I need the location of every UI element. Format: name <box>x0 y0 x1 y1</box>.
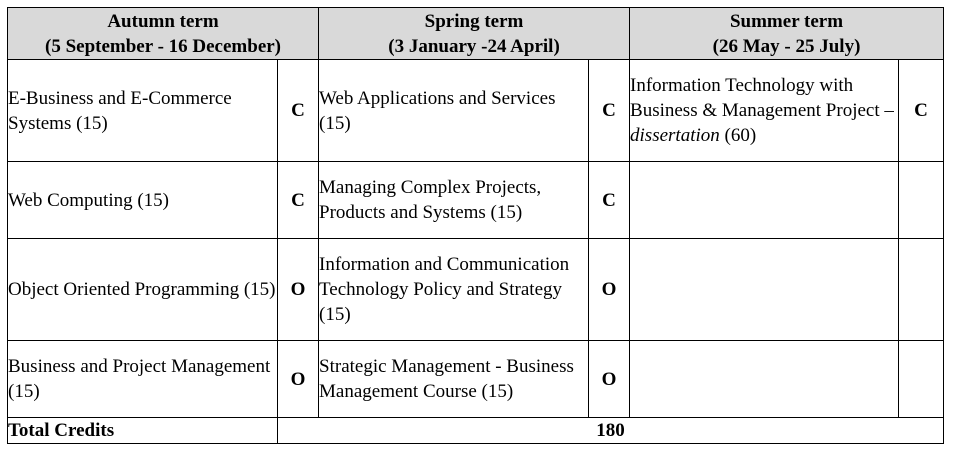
summer-term-name: Summer term <box>729 10 844 32</box>
total-credits-label: Total Credits <box>8 418 278 444</box>
spring-module: Managing Complex Projects, Products and Systems (15) <box>319 162 589 239</box>
spring-term-name: Spring term <box>424 10 524 32</box>
summer-module-code: C <box>899 60 944 162</box>
summer-module <box>630 239 899 341</box>
autumn-module: Web Computing (15) <box>8 162 278 239</box>
autumn-term-name: Autumn term <box>107 10 219 32</box>
autumn-term-header <box>8 8 319 60</box>
summer-module <box>630 341 899 418</box>
table-row <box>8 239 944 341</box>
spring-module: Web Applications and Services (15) <box>319 60 589 162</box>
autumn-module-code: O <box>278 239 319 341</box>
spring-module: Strategic Management - Business Management Course (15) <box>319 341 589 418</box>
course-schedule-table <box>7 7 944 444</box>
summer-module <box>630 60 899 162</box>
autumn-module-code: C <box>278 162 319 239</box>
autumn-term-dates: (5 September - 16 December) <box>45 35 282 57</box>
autumn-module: Object Oriented Programming (15) <box>8 239 278 341</box>
spring-term-dates: (3 January -24 April) <box>388 35 560 57</box>
summer-module-italic: dissertation <box>630 125 720 146</box>
summer-module-credits: (60) <box>719 125 757 146</box>
summer-module-code <box>899 341 944 418</box>
autumn-module-code: O <box>278 341 319 418</box>
header-row <box>8 8 944 60</box>
spring-module-code: C <box>589 162 630 239</box>
spring-module-code: C <box>589 60 630 162</box>
summer-module <box>630 162 899 239</box>
total-credits-value: 180 <box>278 418 944 444</box>
table-row <box>8 60 944 162</box>
autumn-module: E-Business and E-Commerce Systems (15) <box>8 60 278 162</box>
summer-term-dates: (26 May - 25 July) <box>712 35 861 57</box>
table-row <box>8 341 944 418</box>
summer-module-code <box>899 239 944 341</box>
table-row <box>8 162 944 239</box>
summer-module-code <box>899 162 944 239</box>
autumn-module: Business and Project Management (15) <box>8 341 278 418</box>
spring-term-header <box>319 8 630 60</box>
summer-module-text: Information Technology with Business & Management Project – <box>630 75 894 121</box>
spring-module: Information and Communication Technology Policy and Strategy (15) <box>319 239 589 341</box>
total-row <box>8 418 944 444</box>
spring-module-code: O <box>589 341 630 418</box>
spring-module-code: O <box>589 239 630 341</box>
summer-term-header <box>630 8 944 60</box>
autumn-module-code: C <box>278 60 319 162</box>
